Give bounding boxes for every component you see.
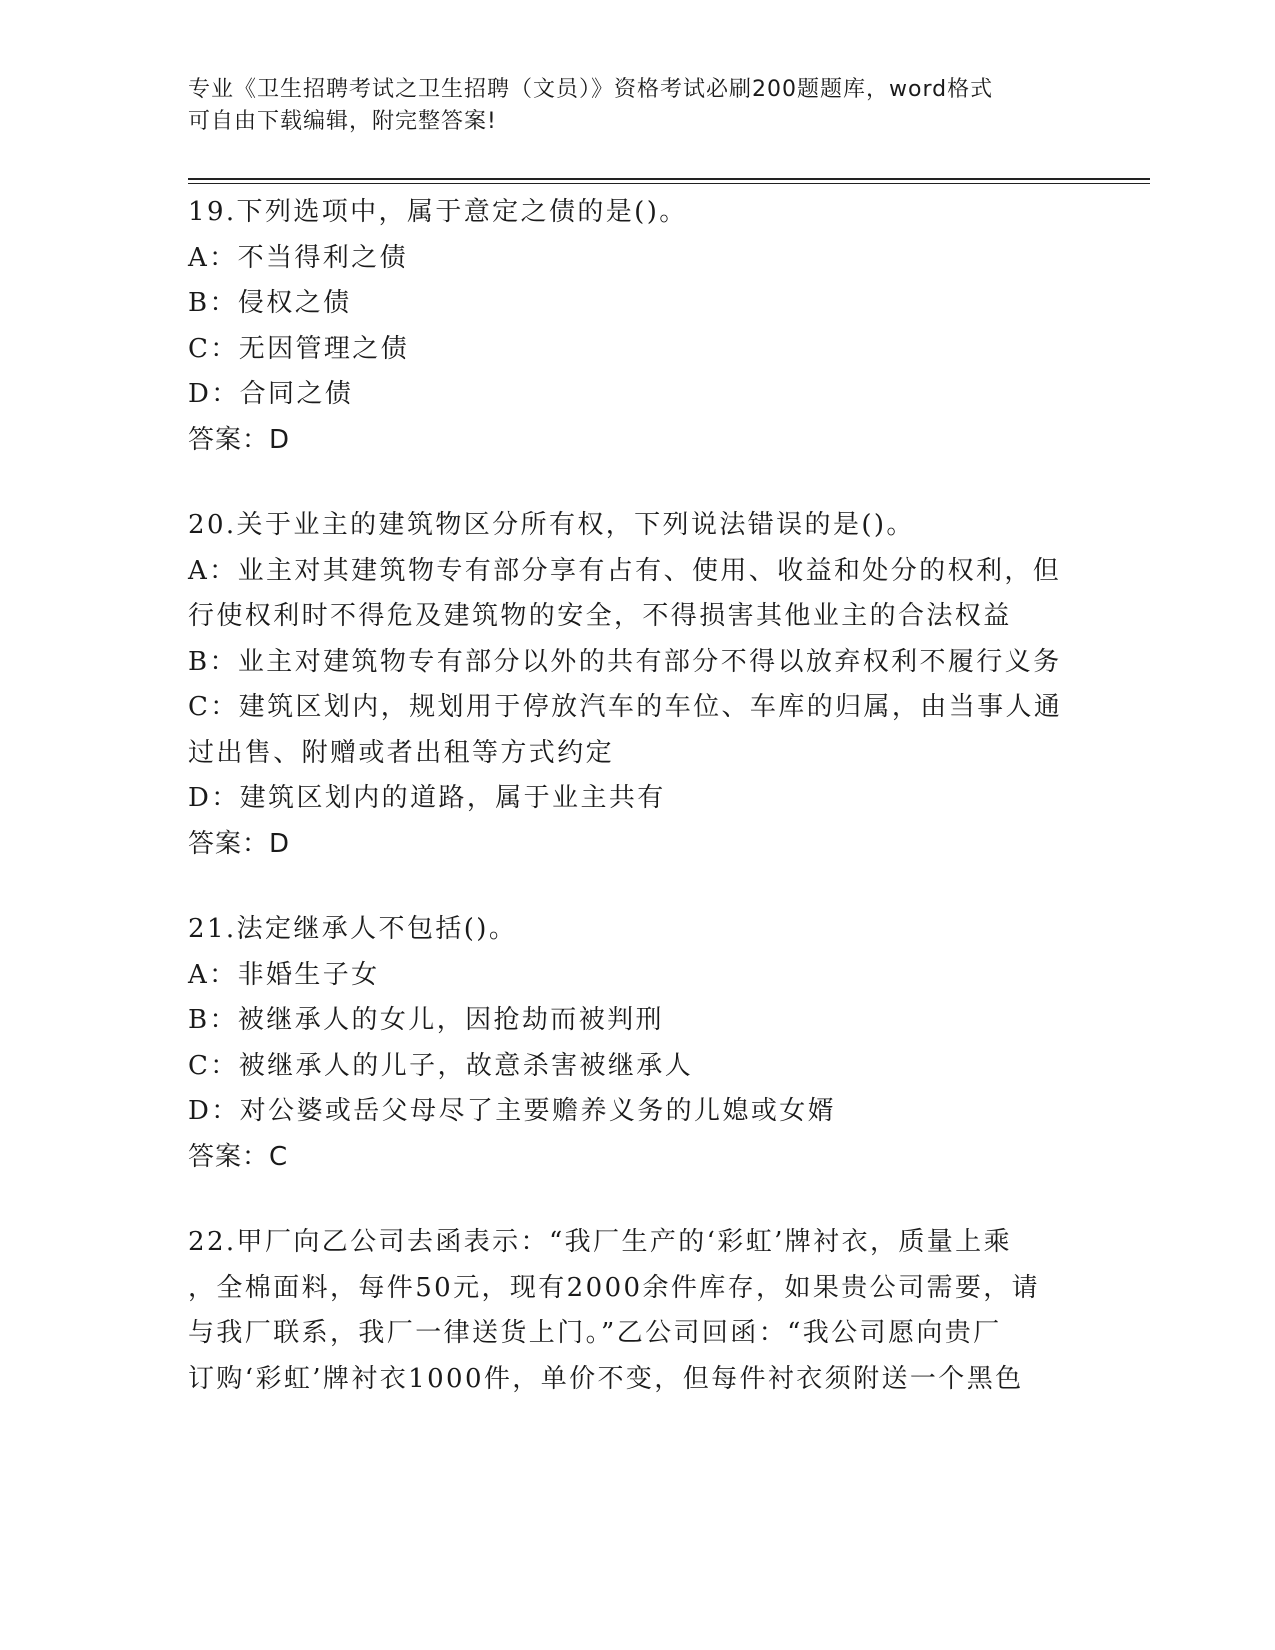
option-c: C：无因管理之债: [188, 333, 410, 364]
option-b: B：侵权之债: [188, 288, 352, 318]
option-a: A：业主对其建筑物专有部分享有占有、使用、收益和处分的权利，但: [188, 555, 1062, 586]
question-20: [188, 503, 1088, 867]
question-stem: 21.法定继承人不包括()。: [188, 914, 518, 944]
question-21: [188, 907, 1088, 1180]
question-19: [188, 190, 1088, 463]
option-d: D：建筑区划内的道路，属于业主共有: [188, 783, 666, 813]
question-stem: 20.关于业主的建筑物区分所有权，下列说法错误的是()。: [188, 510, 915, 540]
header-title-line-1: 专业《卫生招聘考试之卫生招聘（文员）》资格考试必刷200题题库，word格式: [188, 77, 994, 102]
question-stem-line-3: 与我厂联系，我厂一律送货上门。”乙公司回函：“我公司愿向贵厂: [188, 1318, 1002, 1348]
option-a: A：不当得利之债: [188, 242, 408, 273]
question-stem-line-4: 订购‘彩虹’牌衬衣1000件，单价不变，但每件衬衣须附送一个黑色: [188, 1363, 1024, 1394]
option-c: C：被继承人的儿子，故意杀害被继承人: [188, 1050, 694, 1081]
header-divider: [188, 178, 1150, 184]
question-22: [188, 1220, 1088, 1402]
answer-line: 答案：C: [188, 1141, 289, 1172]
option-d: D：合同之债: [188, 379, 354, 409]
option-a: A：非婚生子女: [188, 959, 380, 990]
option-b: B：业主对建筑物专有部分以外的共有部分不得以放弃权利不履行义务: [188, 646, 1062, 677]
question-list: [188, 190, 1088, 1442]
question-stem: 19.下列选项中，属于意定之债的是()。: [188, 197, 688, 227]
answer-line: 答案：D: [188, 828, 291, 859]
option-a-continued: 行使权利时不得危及建筑物的安全，不得损害其他业主的合法权益: [188, 601, 1012, 631]
header-title-line-2: 可自由下载编辑，附完整答案!: [188, 109, 497, 134]
option-b: B：被继承人的女儿，因抢劫而被判刑: [188, 1005, 664, 1035]
document-header: [188, 74, 1068, 138]
option-d: D：对公婆或岳父母尽了主要赡养义务的儿媳或女婿: [188, 1096, 837, 1126]
question-stem-line-1: 22.甲厂向乙公司去函表示：“我厂生产的‘彩虹’牌衬衣，质量上乘: [188, 1227, 1012, 1257]
option-c: C：建筑区划内，规划用于停放汽车的车位、车库的归属，由当事人通: [188, 692, 1063, 722]
question-stem-line-2: ，全棉面料，每件50元，现有2000余件库存，如果贵公司需要，请: [188, 1272, 1041, 1303]
answer-line: 答案：D: [188, 424, 291, 455]
option-c-continued: 过出售、附赠或者出租等方式约定: [188, 737, 615, 768]
